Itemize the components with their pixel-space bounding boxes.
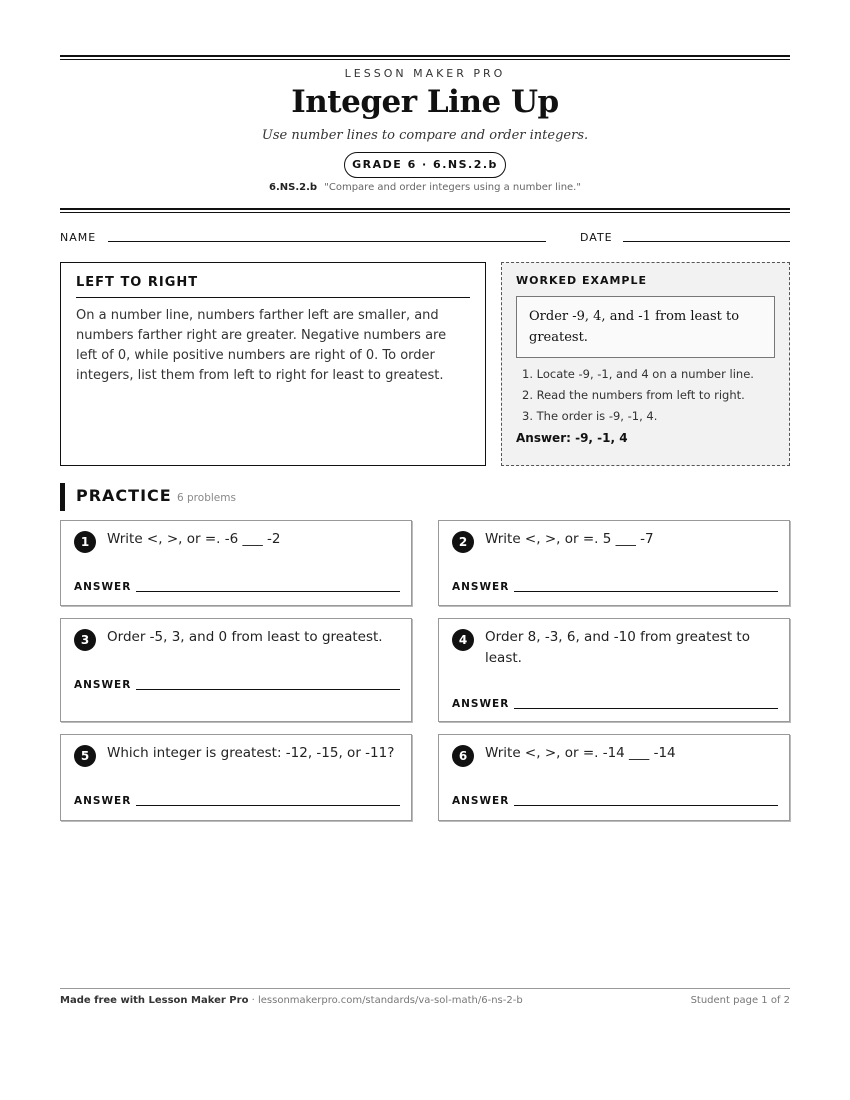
problem-card-3 xyxy=(60,618,412,722)
worked-example-answer: Answer: -9, -1, 4 xyxy=(516,431,628,445)
problem-number-badge: 3 xyxy=(74,629,96,651)
problem-number-badge: 4 xyxy=(452,629,474,651)
problem-number-badge: 6 xyxy=(452,745,474,767)
page-title: Integer Line Up xyxy=(291,84,559,120)
worked-example-steps xyxy=(516,364,775,427)
answer-field[interactable] xyxy=(136,676,400,690)
practice-title: PRACTICE xyxy=(76,486,172,505)
answer-field[interactable] xyxy=(514,792,778,806)
practice-count: 6 problems xyxy=(177,492,236,504)
problem-number-badge: 1 xyxy=(74,531,96,553)
worked-example-step: 2. Read the numbers from left to right. xyxy=(522,388,745,402)
practice-accent-bar xyxy=(60,483,65,511)
worked-example-step: 3. The order is -9, -1, 4. xyxy=(522,409,658,423)
answer-field[interactable] xyxy=(136,578,400,592)
date-label: DATE xyxy=(580,231,613,244)
problem-card-6 xyxy=(438,734,790,821)
footer-made-with: Made free with Lesson Maker Pro xyxy=(60,995,249,1006)
footer-url[interactable]: · lessonmakerpro.com/standards/va-sol-math/6-ns-2-b xyxy=(248,995,523,1006)
problem-card-5 xyxy=(60,734,412,821)
problem-text: Write <, >, or =. -14 ___ -14 xyxy=(485,745,676,761)
answer-label: ANSWER xyxy=(74,795,132,807)
worked-example-problem: Order -9, 4, and -1 from least to greatest. xyxy=(516,296,775,358)
problem-number-badge: 5 xyxy=(74,745,96,767)
worked-example-title: WORKED EXAMPLE xyxy=(516,274,647,287)
problem-text: Write <, >, or =. -6 ___ -2 xyxy=(107,531,281,547)
answer-field[interactable] xyxy=(514,695,778,709)
footer-rule xyxy=(60,988,790,989)
problem-number-badge: 2 xyxy=(452,531,474,553)
answer-field[interactable] xyxy=(136,792,400,806)
standard-code: 6.NS.2.b xyxy=(269,182,318,193)
problem-card-1 xyxy=(60,520,412,606)
footer-credit xyxy=(60,995,523,1006)
answer-label: ANSWER xyxy=(74,581,132,593)
worked-example-box xyxy=(501,262,790,466)
problem-text: Write <, >, or =. 5 ___ -7 xyxy=(485,531,654,547)
answer-label: ANSWER xyxy=(452,698,510,710)
name-field[interactable] xyxy=(108,228,546,242)
concept-box xyxy=(60,262,486,466)
concept-title: LEFT TO RIGHT xyxy=(76,275,470,298)
date-field[interactable] xyxy=(623,228,790,242)
problem-text: Order -5, 3, and 0 from least to greatest. xyxy=(107,629,383,645)
answer-field[interactable] xyxy=(514,578,778,592)
name-label: NAME xyxy=(60,231,97,244)
answer-label: ANSWER xyxy=(452,795,510,807)
problem-text: Order 8, -3, 6, and -10 from greatest to least. xyxy=(485,629,750,666)
worked-example-step: 1. Locate -9, -1, and 4 on a number line. xyxy=(522,367,754,381)
header-bottom-rule xyxy=(60,208,790,213)
problem-card-2 xyxy=(438,520,790,606)
grade-badge: GRADE 6 · 6.NS.2.b xyxy=(344,152,506,178)
header-top-rule xyxy=(60,55,790,60)
problem-card-4 xyxy=(438,618,790,722)
standard-line xyxy=(60,182,790,193)
standard-text: "Compare and order integers using a number line." xyxy=(324,182,581,193)
footer-page-number: Student page 1 of 2 xyxy=(690,995,790,1006)
concept-body: On a number line, numbers farther left are smaller, and numbers farther right are greater. Negative numbers are left of 0, while positive numbers are right of 0. To order integers, list them from left to right for least to greatest. xyxy=(76,308,447,383)
answer-label: ANSWER xyxy=(452,581,510,593)
brand-name: LESSON MAKER PRO xyxy=(344,67,506,80)
page-subtitle: Use number lines to compare and order integers. xyxy=(261,128,589,143)
problem-text: Which integer is greatest: -12, -15, or -11? xyxy=(107,745,395,761)
answer-label: ANSWER xyxy=(74,679,132,691)
